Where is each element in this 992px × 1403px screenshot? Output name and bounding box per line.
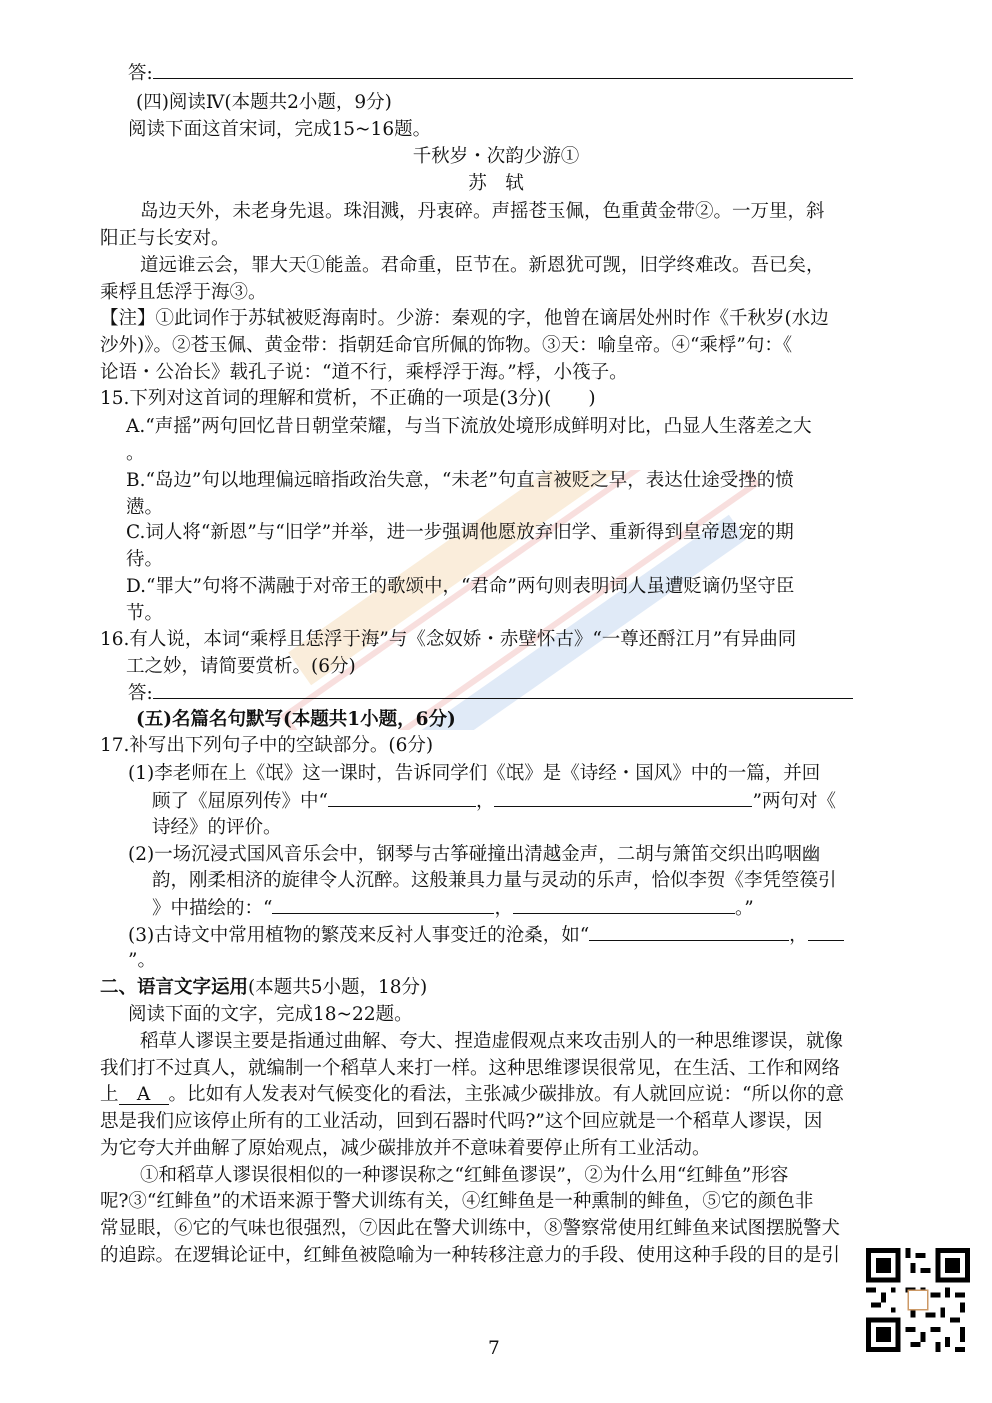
q15-option-b: B.“岛边”句以地理偏远暗指政治失意，“未老”句直言被贬之早，表达仕途受挫的愤 bbox=[126, 470, 794, 491]
answer-line-q16[interactable]: 答: bbox=[128, 680, 853, 707]
q15-option-d-cont: 节。 bbox=[126, 603, 164, 624]
part2-instruction: 阅读下面的文字，完成18~22题。 bbox=[128, 1004, 413, 1025]
poem-line: 道远谁云会，罪大天①能盖。君命重，臣节在。新恩犹可觊，旧学终难改。吾已矣， bbox=[140, 255, 825, 276]
blank-field[interactable] bbox=[808, 922, 844, 941]
blank-field[interactable] bbox=[589, 922, 789, 941]
q15-option-c: C.词人将“新恩”与“旧学”并举，进一步强调他愿放弃旧学、重新得到皇帝恩宠的期 bbox=[126, 522, 794, 543]
q16-stem: 16.有人说，本词“乘桴且恁浮于海”与《念奴娇・赤壁怀古》“一尊还酹江月”有异曲同 bbox=[100, 629, 797, 650]
q17-stem: 17.补写出下列句子中的空缺部分。(6分) bbox=[100, 735, 434, 756]
q17-item3-line2: ”。 bbox=[128, 950, 156, 971]
q17-item3-line1: (3)古诗文中常用植物的繁茂来反衬人事变迁的沧桑，如“ ， bbox=[128, 922, 844, 949]
q15-option-d: D.“罪大”句将不满融于对帝王的歌颂中，“君命”两句则表明词人虽遭贬谪仍坚守臣 bbox=[126, 576, 795, 597]
para2-line: 的追踪。在逻辑论证中，红鲱鱼被隐喻为一种转移注意力的手段、使用这种手段的目的是引 bbox=[100, 1245, 841, 1266]
poem-author: 苏 轼 bbox=[468, 173, 524, 194]
poem-line: 岛边天外，未老身先退。珠泪溅，丹衷碎。声摇苍玉佩，色重黄金带②。一万里，斜 bbox=[140, 201, 825, 222]
page-number: 7 bbox=[488, 1338, 500, 1359]
q15-option-b-cont: 懑。 bbox=[126, 497, 164, 518]
note-line: 沙外)》。②苍玉佩、黄金带：指朝廷命官所佩的饰物。③天：喻皇帝。④“乘桴”句：《 bbox=[100, 335, 793, 356]
poem-line: 阳正与长安对。 bbox=[100, 228, 230, 249]
q17-item1-line2: 顾了《屈原列传》中“ ， ”两句对《 bbox=[152, 788, 836, 815]
blank-field[interactable] bbox=[328, 788, 476, 807]
section5-heading: (五)名篇名句默写(本题共1小题，6分) bbox=[136, 709, 456, 730]
q15-stem: 15.下列对这首词的理解和赏析，不正确的一项是(3分)( ) bbox=[100, 388, 596, 409]
para1-line: 我们打不过真人，就编制一个稻草人来打一样。这种思维谬误很常见，在生活、工作和网络 bbox=[100, 1058, 841, 1079]
part2-heading: 二、语言文字运用(本题共5小题，18分) bbox=[100, 977, 428, 998]
para1-line-blank-a: 上 A 。比如有人发表对气候变化的看法，主张减少碳排放。有人就回应说：“所以你的意 bbox=[100, 1084, 844, 1105]
para1-line: 思是我们应该停止所有的工业活动，回到石器时代吗?”这个回应就是一个稻草人谬误，因 bbox=[100, 1111, 823, 1132]
q16-stem-cont: 工之妙，请简要赏析。(6分) bbox=[126, 656, 356, 677]
q15-option-a-cont: 。 bbox=[126, 443, 145, 464]
q17-item1-line1: (1)李老师在上《氓》这一课时，告诉同学们《氓》是《诗经・国风》中的一篇，并回 bbox=[128, 763, 821, 784]
note-line: 论语・公冶长》载孔子说：“道不行，乘桴浮于海。”桴，小筏子。 bbox=[100, 362, 628, 383]
section4-instruction: 阅读下面这首宋词，完成15~16题。 bbox=[128, 119, 432, 140]
para2-line: ①和稻草人谬误很相似的一种谬误称之“红鲱鱼谬误”，②为什么用“红鲱鱼”形容 bbox=[140, 1165, 789, 1186]
q17-item1-line3: 诗经》的评价。 bbox=[152, 817, 282, 838]
para1-line: 为它夸大并曲解了原始观点，减少碳排放并不意味着要停止所有工业活动。 bbox=[100, 1138, 711, 1159]
para2-line: 常显眼，⑥它的气味也很强烈，⑦因此在警犬训练中，⑧警察常使用红鲱鱼来试图摆脱警犬 bbox=[100, 1218, 841, 1239]
blank-field[interactable] bbox=[272, 895, 494, 914]
qr-code-icon bbox=[866, 1248, 970, 1352]
answer-line-q14: 答: bbox=[128, 60, 853, 87]
blank-field[interactable] bbox=[513, 895, 735, 914]
q17-item2-line1: (2)一场沉浸式国风音乐会中，钢琴与古筝碰撞出清越金声，二胡与箫笛交织出呜咽幽 bbox=[128, 844, 821, 865]
para1-line: 稻草人谬误主要是指通过曲解、夸大、捏造虚假观点来攻击别人的一种思维谬误，就像 bbox=[140, 1031, 844, 1052]
q17-item2-line3: 》中描绘的：“ ， 。” bbox=[152, 895, 754, 922]
blank-field[interactable] bbox=[494, 788, 752, 807]
q15-option-a: A.“声摇”两句回忆昔日朝堂荣耀，与当下流放处境形成鲜明对比，凸显人生落差之大 bbox=[126, 416, 812, 437]
q15-option-c-cont: 待。 bbox=[126, 549, 164, 570]
para2-line: 呢?③“红鲱鱼”的术语来源于警犬训练有关，④红鲱鱼是一种熏制的鲱鱼，⑤它的颜色非 bbox=[100, 1191, 814, 1212]
q17-item2-line2: 韵，刚柔相济的旋律令人沉醉。这般兼具力量与灵动的乐声，恰似李贺《李凭箜篌引 bbox=[152, 870, 837, 891]
blank-a[interactable]: A bbox=[119, 1082, 169, 1105]
poem-title: 千秋岁・次韵少游① bbox=[412, 146, 580, 167]
poem-line: 乘桴且恁浮于海③。 bbox=[100, 282, 267, 303]
note-line: 【注】①此词作于苏轼被贬海南时。少游：秦观的字，他曾在谪居处州时作《千秋岁(水边 bbox=[100, 308, 829, 329]
section4-heading: (四)阅读Ⅳ(本题共2小题，9分) bbox=[136, 92, 392, 113]
